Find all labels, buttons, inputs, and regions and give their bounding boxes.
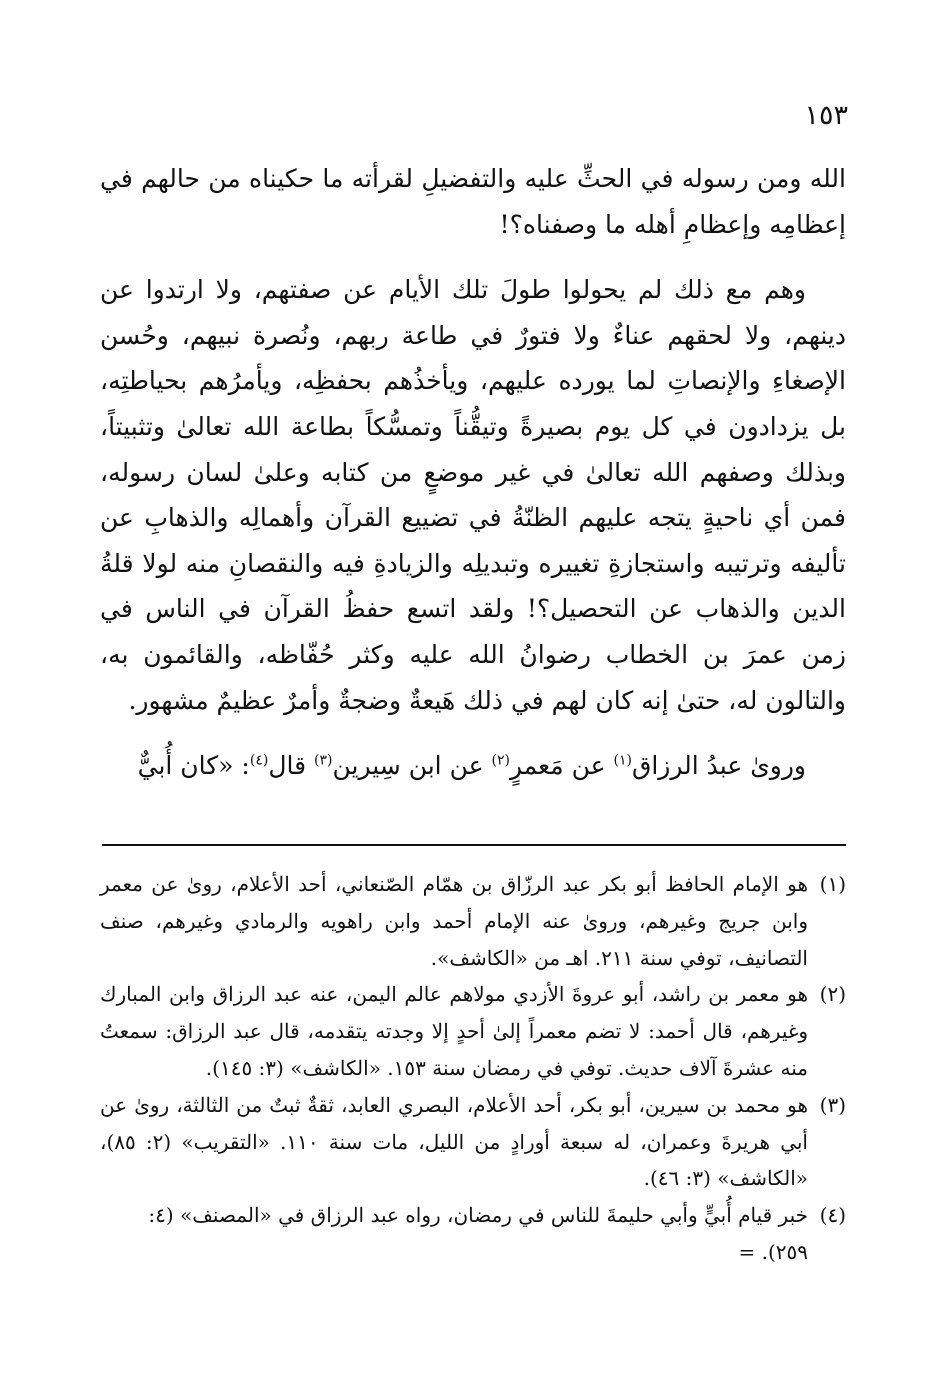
footnote-number: (٤)	[819, 1203, 846, 1228]
footnote-divider	[102, 844, 846, 846]
footnote-text: هو معمر بن راشد، أبو عروةَ الأزدي مولاهم عالم اليمن، عنه عبد الرزاق وابن المبارك وغيرهم، قال أحمد: لا تضم معمراً إلىٰ أحدٍ إلا وجدته يتقدمه، قال عبد الرزاق: سمعتُ منه عشرةَ آلاف حديث. توفي في رمضان سنة ١٥٣. «الكاشف» (٣: ١٤٥).	[100, 982, 808, 1080]
footnote-ref-1[interactable]: (١)	[613, 752, 632, 769]
footnote-item	[100, 1197, 846, 1271]
paragraph-text: قال	[268, 751, 314, 781]
footnote-text: هو محمد بن سيرين، أبو بكر، أحد الأعلام، البصري العابد، ثقةٌ ثبتٌ من الثالثة، روىٰ عن أبي هريرةَ وعمران، له سبعة أورادٍ من الليل، مات سنة ١١٠. «التقريب» (٢: ٨٥)، «الكاشف» (٣: ٤٦).	[100, 1092, 808, 1191]
paragraph	[100, 156, 846, 247]
paragraph-text: عن ابن سِيرين	[332, 751, 492, 781]
footnote-number: (٣)	[819, 1092, 846, 1117]
paragraph-text: وهم مع ذلك لم يحولوا طولَ تلك الأيام عن صفتهم، ولا ارتدوا عن دينهم، ولا لحقهم عناءٌ ولا فتورٌ في طاعة ربهم، ونُصرة نبيهم، وحُسن الإصغاءِ والإنصاتِ لما يورده عليهم، ويأخذُهم بحفظِه، ويأمرُهم بحياطتِه، بل يزدادون في كل يوم بصيرةً وتيقُّناً وتمسُّكاً بطاعة الله تعالىٰ وتثبيتاً، وبذلك وصفهم الله تعالىٰ في غير موضعٍ من كتابه وعلىٰ لسان رسوله، فمن أي ناحيةٍ يتجه عليهم الظنّةُ في تضييع القرآن وأهمالِه والذهابِ عن تأليفه وترتيبه واستجازةِ تغييره وتبديلِه والزيادةِ فيه والنقصانِ منه لولا قلةُ الدين والذهاب عن التحصيل؟! ولقد اتسع حفظُ القرآن في الناس في زمن عمرَ بن الخطاب رضوانُ الله عليه وكثر حُفّاظه، والقائمون به، والتالون له، حتىٰ إنه كان لهم في ذلك هَيعةٌ وضجةٌ وأمرٌ عظيمٌ مشهور.	[100, 275, 846, 715]
footnote-text: خبر قيام أُبيٍّ وأبي حليمةَ للناس في رمضان، رواه عبد الرزاق في «المصنف» (٤: ٢٥٩). =	[148, 1203, 808, 1264]
footnote-item	[100, 976, 846, 1086]
paragraph-text: الله ومن رسوله في الحثِّ عليه والتفضيلِ لقرأته ما حكيناه من حالهم في إعظامِه وإعظامِ أهله ما وصفناه؟!	[100, 164, 846, 239]
footnote-ref-4[interactable]: (٤)	[249, 752, 269, 769]
footnote-number: (٢)	[819, 982, 846, 1007]
paragraph	[100, 743, 846, 789]
paragraph	[100, 267, 846, 723]
footnote-text: هو الإمام الحافظ أبو بكر عبد الرزّاق بن همّام الصّنعاني، أحد الأعلام، روىٰ عن معمر وابن جريج وغيرهم، وروىٰ عنه الإمام أحمد وابن راهويه والرمادي وغيرهم، صنف التصانيف، توفي سنة ٢١١. اهـ من «الكاشف».	[100, 872, 808, 970]
paragraph-text: : «كان أُبيٌّ	[137, 751, 250, 781]
footnote-item	[100, 1087, 846, 1197]
footnote-ref-2[interactable]: (٢)	[491, 752, 510, 769]
footnote-number: (١)	[819, 872, 846, 896]
paragraph-text: عن مَعمرٍ	[509, 751, 614, 781]
main-text	[100, 156, 846, 789]
footnote-ref-3[interactable]: (٣)	[314, 752, 333, 769]
footnote-item	[100, 866, 846, 976]
footnotes	[100, 866, 846, 1271]
paragraph-text: وروىٰ عبدُ الرزاق	[631, 751, 806, 781]
page-number: ١٥٣	[804, 100, 848, 131]
